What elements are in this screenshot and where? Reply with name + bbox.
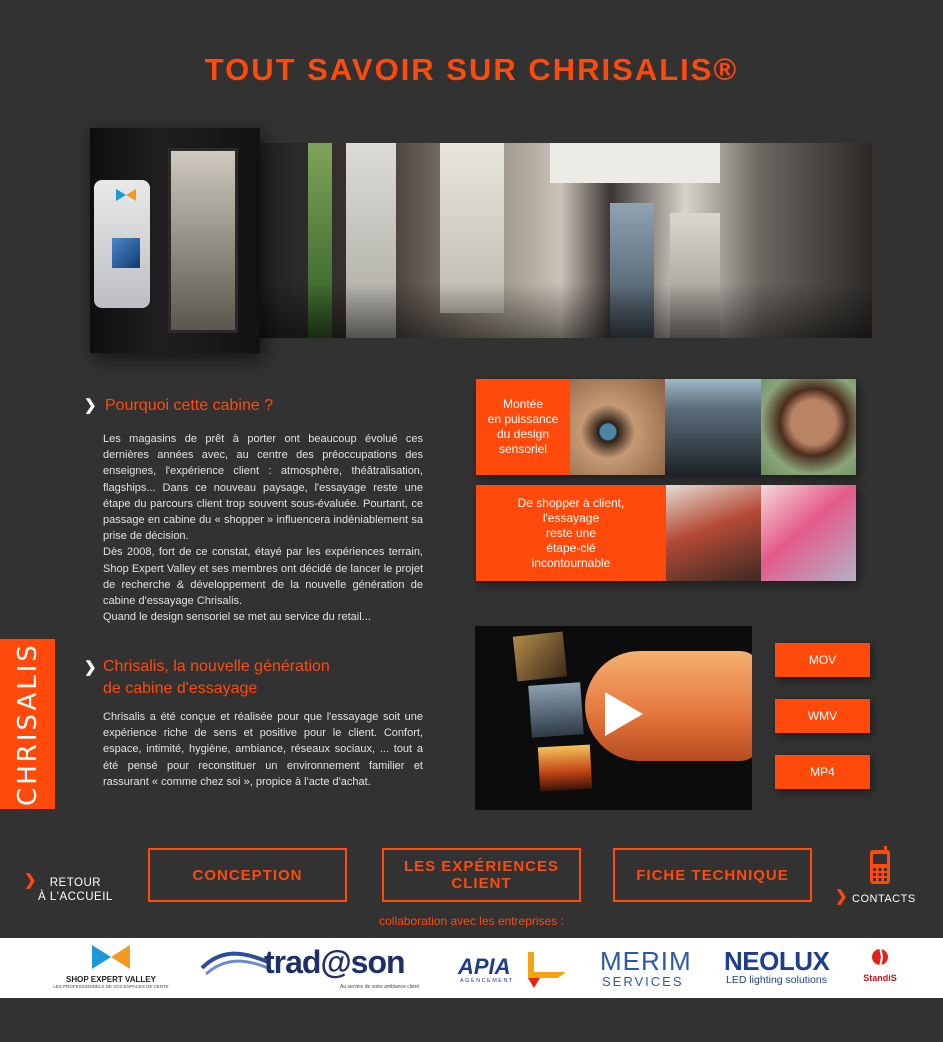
sev-logo-icon bbox=[90, 944, 132, 970]
face-photo bbox=[761, 379, 856, 475]
client-experiences-button[interactable]: LES EXPÉRIENCES CLIENT bbox=[382, 848, 581, 902]
eye-photo bbox=[570, 379, 665, 475]
apia-mark-icon bbox=[522, 952, 568, 988]
shoppers-photo bbox=[666, 485, 761, 581]
technical-sheet-button[interactable]: FICHE TECHNIQUE bbox=[613, 848, 812, 902]
section-text-new-generation: Chrisalis a été conçue et réalisée pour que l'essayage soit une expérience riche de sens et positive pour le client. Confort, espace, intimité, hygiène, ambiance, réseaux sociaux, ... tout a été pensé pour reconstituer un environnement familier et rassurant « comme chez soi », propice à l'acte d'achat. bbox=[103, 711, 423, 788]
conception-button[interactable]: CONCEPTION bbox=[148, 848, 347, 902]
card-shopper-to-client[interactable] bbox=[476, 485, 856, 581]
cabin-screen bbox=[112, 238, 140, 268]
standis-logo[interactable]: StandiS bbox=[860, 946, 900, 990]
merim-services-logo[interactable]: MERIM SERVICES bbox=[600, 946, 692, 989]
partners-strip bbox=[0, 938, 943, 998]
paragraph: Dès 2008, fort de ce constat, étayé par les expériences terrain, Shop Expert Valley et ses membres ont décidé de lancer le projet de recherche & développement de la nouvelle génération de cabine d'essayage Chrisalis. bbox=[103, 546, 423, 608]
contacts-link[interactable]: CONTACTS bbox=[852, 893, 916, 905]
paragraph: Quand le design sensoriel se met au service du retail... bbox=[103, 611, 371, 624]
standis-mark-icon bbox=[869, 946, 891, 968]
shop-expert-valley-logo[interactable]: SHOP EXPERT VALLEY LES PROFESSIONNELS DE VOS ESPACES DE VENTE bbox=[46, 944, 176, 994]
play-icon[interactable] bbox=[603, 690, 645, 738]
section-text-why bbox=[103, 431, 423, 625]
sev-logo-icon bbox=[114, 188, 138, 202]
download-mp4-button[interactable]: MP4 bbox=[775, 755, 870, 789]
bullet-arrow-icon: ❯ bbox=[835, 888, 848, 905]
card-label: De shopper à client, l'essayage reste une étape-clé incontournable bbox=[476, 485, 666, 581]
chrisalis-logo-text: CHRISALIS bbox=[13, 642, 43, 806]
chrisalis-side-tab[interactable] bbox=[0, 639, 55, 809]
apia-logo[interactable]: APIA AGENCEMENT bbox=[458, 952, 573, 992]
shopping-bags-photo bbox=[761, 485, 856, 581]
video-player[interactable] bbox=[475, 626, 752, 810]
bullet-arrow-icon: ❯ bbox=[24, 872, 37, 889]
partners-caption: collaboration avec les entreprises : bbox=[379, 914, 564, 928]
download-mov-button[interactable]: MOV bbox=[775, 643, 870, 677]
paragraph: Les magasins de prêt à porter ont beaucoup évolué ces dernières années avec, au centre des préoccupations des enseignes, l'expérience client : atmosphère, théâtralisation, flagships... Dans ce nouveau paysage, l'essayage reste une étape du parcours client trop souvent sous-évaluée. Pourtant, ce passage en cabine du « shopper » influencera indéniablement sa prise de décision. bbox=[103, 433, 423, 543]
card-sensorial-design[interactable] bbox=[476, 379, 856, 475]
back-home-link[interactable]: RETOUR À L'ACCUEIL bbox=[38, 877, 113, 903]
tradeson-wave-icon bbox=[200, 948, 270, 978]
neolux-logo[interactable]: NEOLUX LED lighting solutions bbox=[724, 946, 830, 986]
section-heading-new-generation: Chrisalis, la nouvelle génération de cabine d'essayage bbox=[103, 658, 330, 697]
cabin-exterior bbox=[90, 128, 260, 353]
bullet-arrow-icon: ❯ bbox=[84, 659, 97, 676]
cabin-side-panel bbox=[94, 180, 150, 308]
section-heading-why: Pourquoi cette cabine ? bbox=[105, 397, 274, 414]
download-wmv-button[interactable]: WMV bbox=[775, 699, 870, 733]
phone-icon[interactable] bbox=[868, 846, 892, 886]
page-title: TOUT SAVOIR SUR CHRISALIS® bbox=[204, 52, 739, 87]
city-photo bbox=[665, 379, 761, 475]
tradeson-logo[interactable]: trad@son Au service de votre ambiance client bbox=[200, 942, 430, 994]
hero-image bbox=[90, 128, 872, 353]
bullet-arrow-icon: ❯ bbox=[84, 397, 97, 414]
cabin-interior-panorama bbox=[250, 143, 872, 338]
card-label: Montée en puissance du design sensoriel bbox=[476, 379, 570, 475]
